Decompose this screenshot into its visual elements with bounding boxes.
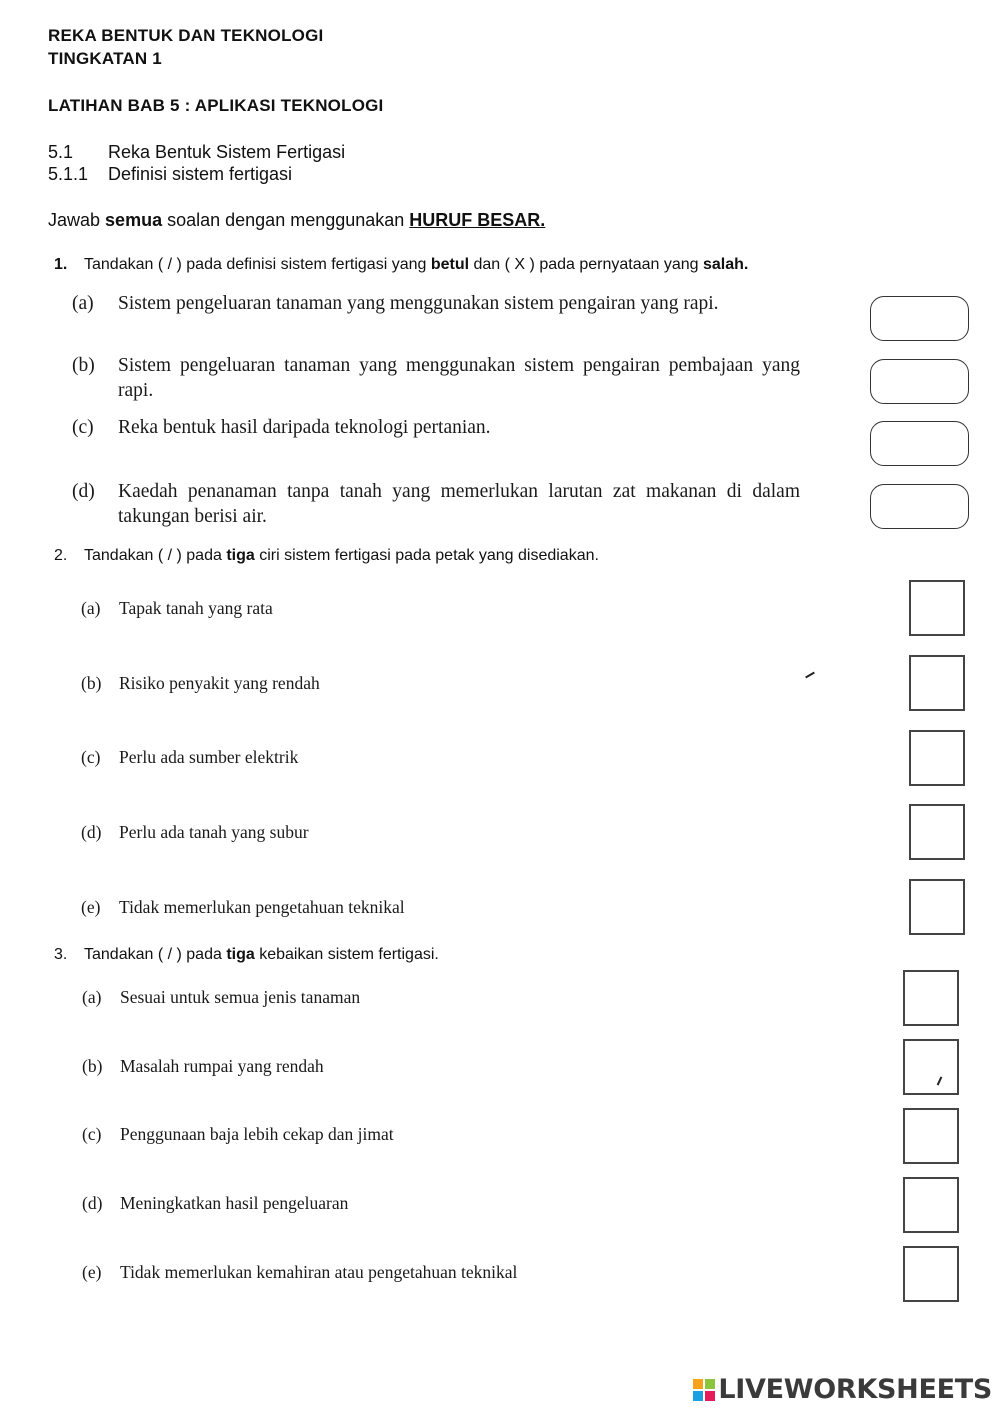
q1-answer-box-a[interactable]: [870, 296, 969, 341]
question-1: 1. Tandakan ( / ) pada definisi sistem fertigasi yang betul dan ( X ) pada pernyataan yang salah.: [54, 256, 749, 273]
q2-item-a: (a) Tapak tanah yang rata: [81, 598, 273, 618]
stray-mark: [805, 672, 815, 679]
logo-text: LIVEWORKSHEETS: [718, 1374, 992, 1405]
q1-item-b: (b) Sistem pengeluaran tanaman yang menggunakan sistem pengairan pembajaan yang rapi.: [72, 355, 800, 401]
q3-item-c: (c) Penggunaan baja lebih cekap dan jimat: [82, 1124, 394, 1144]
instruction: Jawab semua soalan dengan menggunakan HURUF BESAR.: [48, 210, 546, 230]
liveworksheets-logo: [693, 1374, 992, 1405]
q2-answer-box-c[interactable]: [909, 730, 965, 786]
subject-title: REKA BENTUK DAN TEKNOLOGI: [48, 26, 324, 45]
q2-item-b: (b) Risiko penyakit yang rendah: [81, 673, 320, 693]
q1-answer-box-b[interactable]: [870, 359, 969, 404]
question-number: 2.: [54, 547, 68, 564]
section-heading: [48, 142, 345, 163]
q3-answer-box-c[interactable]: [903, 1108, 959, 1164]
q3-item-b: (b) Masalah rumpai yang rendah: [82, 1056, 324, 1076]
q2-item-e: (e) Tidak memerlukan pengetahuan teknikal: [81, 897, 405, 917]
q2-answer-box-a[interactable]: [909, 580, 965, 636]
q2-answer-box-e[interactable]: [909, 879, 965, 935]
logo-grid-icon: [693, 1379, 715, 1401]
q3-answer-box-b[interactable]: [903, 1039, 959, 1095]
q1-item-c: (c) Reka bentuk hasil daripada teknologi pertanian.: [72, 417, 491, 438]
q2-item-d: (d) Perlu ada tanah yang subur: [81, 822, 309, 842]
q3-item-e: (e) Tidak memerlukan kemahiran atau pengetahuan teknikal: [82, 1262, 518, 1282]
subsection-title: Definisi sistem fertigasi: [108, 164, 293, 184]
q3-answer-box-e[interactable]: [903, 1246, 959, 1302]
question-number: 3.: [54, 946, 68, 963]
q3-item-d: (d) Meningkatkan hasil pengeluaran: [82, 1193, 349, 1213]
section-title: Reka Bentuk Sistem Fertigasi: [108, 142, 346, 162]
q3-item-a: (a) Sesuai untuk semua jenis tanaman: [82, 987, 361, 1007]
question-number: 1.: [54, 256, 68, 273]
q1-answer-box-c[interactable]: [870, 421, 969, 466]
q3-answer-box-d[interactable]: [903, 1177, 959, 1233]
q1-answer-box-d[interactable]: [870, 484, 969, 529]
exercise-title: LATIHAN BAB 5 : APLIKASI TEKNOLOGI: [48, 96, 384, 115]
question-2: 2. Tandakan ( / ) pada tiga ciri sistem fertigasi pada petak yang disediakan.: [54, 547, 599, 564]
q3-answer-box-a[interactable]: [903, 970, 959, 1026]
q2-answer-box-b[interactable]: [909, 655, 965, 711]
q2-item-c: (c) Perlu ada sumber elektrik: [81, 747, 299, 767]
section-number: 5.1: [48, 142, 74, 162]
subsection-heading: [48, 164, 292, 185]
q1-item-d: (d) Kaedah penanaman tanpa tanah yang memerlukan larutan zat makanan di dalam takungan berisi air.: [72, 481, 800, 527]
q2-answer-box-d[interactable]: [909, 804, 965, 860]
question-3: 3. Tandakan ( / ) pada tiga kebaikan sistem fertigasi.: [54, 946, 439, 963]
form-title: TINGKATAN 1: [48, 49, 162, 68]
subsection-number: 5.1.1: [48, 164, 89, 184]
q1-item-a: (a) Sistem pengeluaran tanaman yang menggunakan sistem pengairan yang rapi.: [72, 293, 719, 314]
